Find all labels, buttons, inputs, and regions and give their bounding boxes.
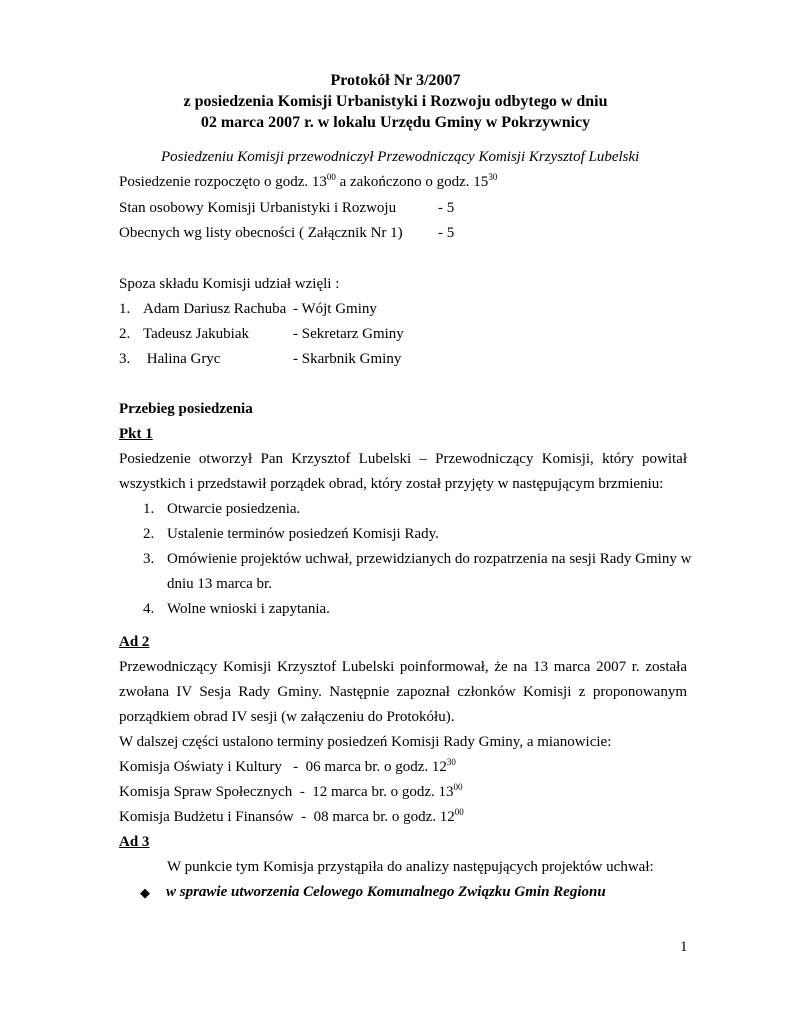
page-number: 1 [680,939,688,955]
guest-number: 1. [119,301,131,317]
present-value: - 5 [438,225,455,241]
proceedings-heading: Przebieg posiedzenia [119,401,253,417]
start-time-minutes: 00 [326,172,336,182]
agenda-number: 1. [143,501,155,517]
meeting-date: - 12 marca br. o godz. 13 [292,784,454,800]
meeting-date: - 06 marca br. o godz. 12 [281,759,447,775]
document-title-line1: Protokół Nr 3/2007 [330,72,461,89]
agenda-item: Otwarcie posiedzenia. [167,501,301,517]
session-times [119,174,497,191]
agenda-item: Wolne wnioski i zapytania. [167,601,330,617]
meeting-schedule-row [119,809,464,826]
ad2-label: Ad 2 [119,634,150,650]
staff-label: Stan osobowy Komisji Urbanistyki i Rozwoju [119,200,397,216]
diamond-bullet-icon: ◆ [140,885,150,900]
pkt1-label: Pkt 1 [119,426,153,442]
meeting-schedule-row [119,759,456,776]
guests-heading: Spoza składu Komisji udział wzięli : [119,276,340,292]
guest-number: 3. [119,351,131,367]
guest-role: - Sekretarz Gminy [293,326,404,342]
ad2-paragraph-line2: zwołana IV Sesja Rady Gminy. Następnie zapoznał członków Komisji z proponowanym [119,684,687,700]
committee-name: Komisja Oświaty i Kultury [119,759,282,775]
meeting-time-minutes: 00 [453,782,463,792]
document-title-line3: 02 marca 2007 r. w lokalu Urzędu Gminy w Pokrzywnicy [200,114,591,131]
chair-statement: Posiedzeniu Komisji przewodniczył Przewodniczący Komisji Krzysztof Lubelski [161,149,640,165]
agenda-number: 3. [143,551,155,567]
guest-name: Adam Dariusz Rachuba [143,301,287,317]
ad3-label: Ad 3 [119,834,150,850]
meeting-schedule-row [119,784,463,801]
meeting-date: - 08 marca br. o godz. 12 [293,809,455,825]
staff-value: - 5 [438,200,455,216]
end-time-minutes: 30 [488,172,498,182]
ad3-paragraph: W punkcie tym Komisja przystąpiła do analizy następujących projektów uchwał: [167,859,654,875]
ad2-paragraph-line3: porządkiem obrad IV sesji (w załączeniu do Protokółu). [119,709,455,725]
guest-name: Halina Gryc [143,351,221,367]
meeting-time-minutes: 30 [446,757,456,767]
guest-role: - Skarbnik Gminy [293,351,402,367]
pkt1-paragraph-line1: Posiedzenie otworzył Pan Krzysztof Lubelski – Przewodniczący Komisji, który powitał [119,451,687,467]
agenda-number: 4. [143,601,155,617]
present-label: Obecnych wg listy obecności ( Załącznik Nr 1) [119,225,403,241]
agenda-number: 2. [143,526,155,542]
ad2-paragraph-line1: Przewodniczący Komisji Krzysztof Lubelski poinformował, że na 13 marca 2007 r. została [119,659,687,675]
guest-number: 2. [119,326,131,342]
document-title-line2: z posiedzenia Komisji Urbanistyki i Rozwoju odbytego w dniu [183,93,608,110]
start-time-text: Posiedzenie rozpoczęto o godz. 13 [119,174,327,190]
end-time-text: a zakończono o godz. 15 [335,174,489,190]
ad2-paragraph-line4: W dalszej części ustalono terminy posiedzeń Komisji Rady Gminy, a mianowicie: [119,734,612,750]
guest-name: Tadeusz Jakubiak [143,326,249,342]
committee-name: Komisja Spraw Społecznych [119,784,293,800]
resolution-bullet-item: w sprawie utworzenia Celowego Komunalnego Związku Gmin Regionu [166,884,606,900]
agenda-item: Omówienie projektów uchwał, przewidzianych do rozpatrzenia na sesji Rady Gminy w [167,551,692,567]
guest-role: - Wójt Gminy [293,301,377,317]
agenda-item-continuation: dniu 13 marca br. [167,576,272,592]
agenda-item: Ustalenie terminów posiedzeń Komisji Rady. [167,526,439,542]
pkt1-paragraph-line2: wszystkich i przedstawił porządek obrad, który został przyjęty w następującym brzmieniu: [119,476,664,492]
committee-name: Komisja Budżetu i Finansów [119,809,294,825]
meeting-time-minutes: 00 [454,807,464,817]
